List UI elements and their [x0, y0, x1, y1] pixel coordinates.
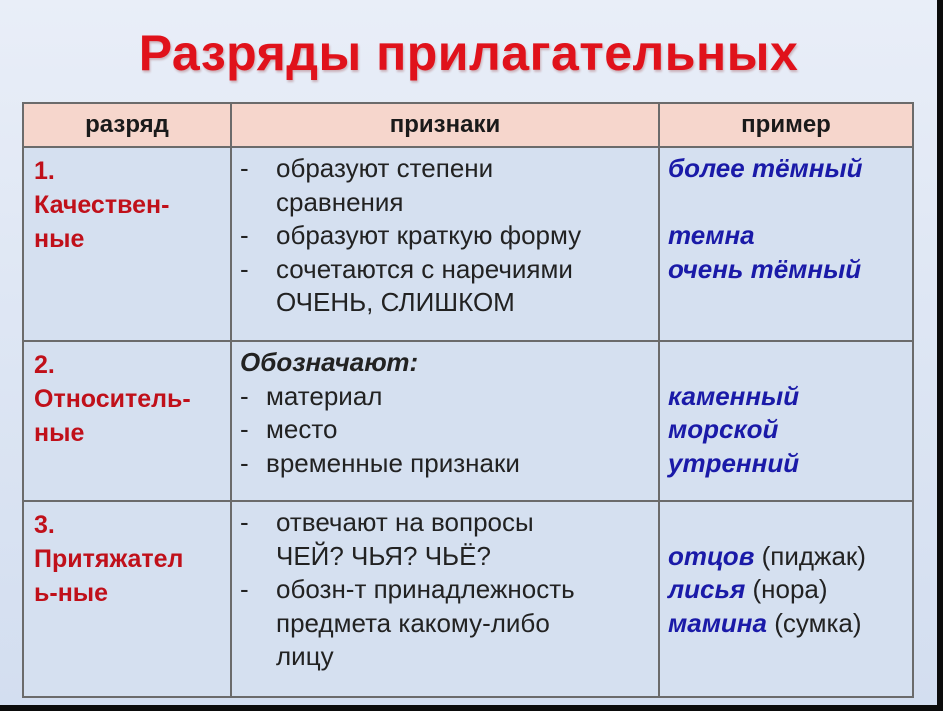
sign-line: - временные признаки [240, 447, 520, 478]
example-line: темна [668, 220, 755, 250]
signs-cell [231, 341, 659, 501]
sign-line: сравнения [276, 186, 404, 217]
example-line: лисья (нора) [668, 574, 828, 604]
rank-number: 3. [34, 511, 55, 539]
example-cell [659, 341, 913, 501]
example-line: утренний [668, 447, 800, 478]
rank-number: 2. [34, 351, 55, 379]
adjective-categories-table [22, 102, 914, 698]
rank-name-line: Качествен- [34, 191, 170, 219]
sign-line: - место [240, 414, 338, 444]
sign-line: - сочетаются с наречиями [240, 253, 573, 284]
rank-number: 1. [34, 157, 55, 185]
header-signs: признаки [231, 103, 659, 147]
table-row [23, 147, 913, 341]
header-row [23, 103, 913, 147]
example-cell [659, 147, 913, 341]
header-example: пример [659, 103, 913, 147]
table-row [23, 501, 913, 697]
page-title: Разряды прилагательных [138, 25, 799, 81]
example-line: более тёмный [668, 153, 863, 183]
example-line: морской [668, 414, 779, 444]
sign-line: предмета какому-либо [276, 607, 550, 638]
sign-line: ЧЕЙ? ЧЬЯ? ЧЬЁ? [276, 540, 491, 571]
rank-cell [23, 147, 231, 341]
rank-name-line: ь-ные [34, 579, 109, 607]
rank-name-line: Притяжател [34, 545, 184, 573]
sign-line: - образуют степени [240, 153, 494, 183]
rank-cell [23, 501, 231, 697]
example-line: каменный [668, 380, 800, 411]
example-line [668, 346, 906, 380]
header-rank: разряд [23, 103, 231, 147]
sign-line: - обозн-т принадлежность [240, 574, 575, 604]
sign-line: лицу [276, 641, 334, 671]
example-line [668, 186, 906, 220]
sign-line: - образуют краткую форму [240, 220, 582, 250]
sign-line: - отвечают на вопросы [240, 507, 534, 537]
example-line [668, 506, 906, 540]
signs-cell [231, 501, 659, 697]
signs-cell [231, 147, 659, 341]
signs-heading: Обозначают: [240, 347, 419, 377]
example-line: очень тёмный [668, 253, 862, 284]
example-line: мамина (сумка) [668, 607, 862, 638]
sign-line: ОЧЕНЬ, СЛИШКОМ [276, 287, 515, 317]
rank-name-line: ные [34, 225, 85, 253]
example-cell [659, 501, 913, 697]
rank-name-line: Относитель- [34, 385, 191, 413]
rank-name-line: ные [34, 419, 85, 447]
example-line: отцов (пиджак) [668, 540, 866, 571]
rank-cell [23, 341, 231, 501]
sign-line: - материал [240, 380, 383, 411]
table-row [23, 341, 913, 501]
